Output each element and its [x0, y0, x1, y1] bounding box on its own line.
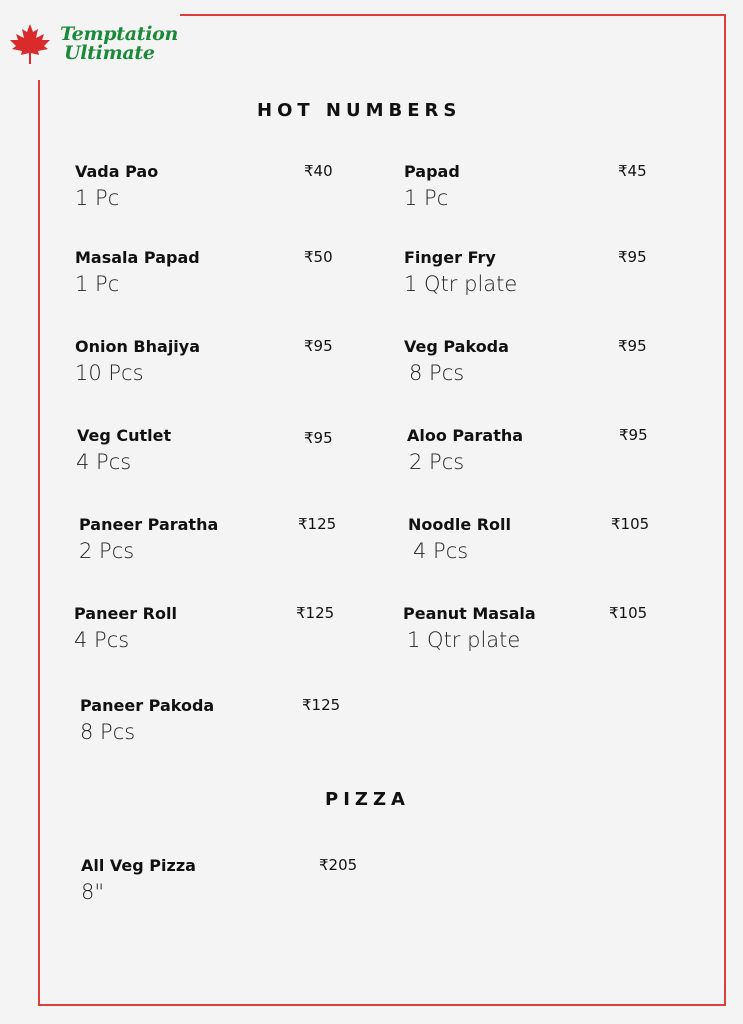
frame-right-border [724, 14, 726, 1006]
menu-item-paneer-paratha [79, 515, 349, 575]
brand-name-line-1: Temptation [60, 23, 179, 45]
section-title-pizza: PIZZA [325, 789, 410, 810]
item-name: All Veg Pizza [81, 856, 196, 875]
item-price: ₹105 [609, 604, 648, 622]
item-name: Papad [404, 162, 460, 181]
item-name: Finger Fry [404, 248, 496, 267]
menu-item-masala-papad [75, 248, 345, 308]
frame-top-border [180, 14, 726, 16]
item-quantity: 8 Pcs [80, 720, 136, 744]
item-price: ₹95 [619, 426, 648, 444]
item-price: ₹125 [296, 604, 335, 622]
brand-logo [6, 20, 206, 70]
item-name: Onion Bhajiya [75, 337, 201, 356]
menu-item-peanut-masala [403, 604, 673, 664]
item-quantity: 2 Pcs [409, 450, 465, 474]
item-name: Paneer Pakoda [80, 696, 215, 715]
menu-item-aloo-paratha [407, 426, 677, 486]
item-name: Veg Pakoda [404, 337, 509, 356]
item-quantity: 1 Qtr plate [404, 272, 518, 296]
item-price: ₹125 [302, 696, 341, 714]
item-quantity: 2 Pcs [79, 539, 135, 563]
menu-item-veg-pakoda [404, 337, 674, 397]
item-quantity: 1 Pc [404, 186, 449, 210]
item-price: ₹125 [298, 515, 337, 533]
item-name: Paneer Roll [74, 604, 177, 623]
item-quantity: 8" [81, 880, 105, 904]
brand-name [60, 20, 206, 70]
item-price: ₹50 [304, 248, 333, 266]
item-quantity: 8 Pcs [409, 361, 465, 385]
menu-item-veg-cutlet [77, 426, 347, 486]
section-title-hot-numbers: HOT NUMBERS [257, 100, 462, 121]
menu-item-paneer-pakoda [80, 696, 350, 756]
menu-item-papad [404, 162, 674, 222]
item-name: Noodle Roll [408, 515, 512, 534]
item-name: Veg Cutlet [77, 426, 172, 445]
menu-item-onion-bhajiya [75, 337, 345, 397]
frame-left-border [38, 80, 40, 1006]
menu-item-vada-pao [75, 162, 345, 222]
item-price: ₹40 [304, 162, 333, 180]
item-price: ₹95 [618, 248, 647, 266]
brand-name-line-2: Ultimate [64, 42, 155, 64]
menu-item-noodle-roll [408, 515, 678, 575]
item-quantity: 1 Pc [75, 186, 120, 210]
item-price: ₹45 [618, 162, 647, 180]
item-price: ₹95 [304, 337, 333, 355]
menu-item-paneer-roll [74, 604, 344, 664]
item-price: ₹205 [319, 856, 358, 874]
item-name: Aloo Paratha [407, 426, 524, 445]
item-price: ₹105 [611, 515, 650, 533]
item-price: ₹95 [618, 337, 647, 355]
frame-bottom-border [38, 1004, 726, 1006]
item-name: Masala Papad [75, 248, 200, 267]
item-price: ₹95 [304, 429, 333, 447]
maple-leaf-icon [6, 22, 54, 66]
item-quantity: 4 Pcs [76, 450, 132, 474]
item-quantity: 10 Pcs [75, 361, 144, 385]
item-quantity: 1 Qtr plate [407, 628, 521, 652]
item-name: Vada Pao [75, 162, 159, 181]
item-quantity: 4 Pcs [413, 539, 469, 563]
menu-item-finger-fry [404, 248, 674, 308]
item-quantity: 4 Pcs [74, 628, 130, 652]
menu-item-all-veg-pizza [81, 856, 358, 916]
item-name: Paneer Paratha [79, 515, 219, 534]
item-quantity: 1 Pc [75, 272, 120, 296]
item-name: Peanut Masala [403, 604, 536, 623]
